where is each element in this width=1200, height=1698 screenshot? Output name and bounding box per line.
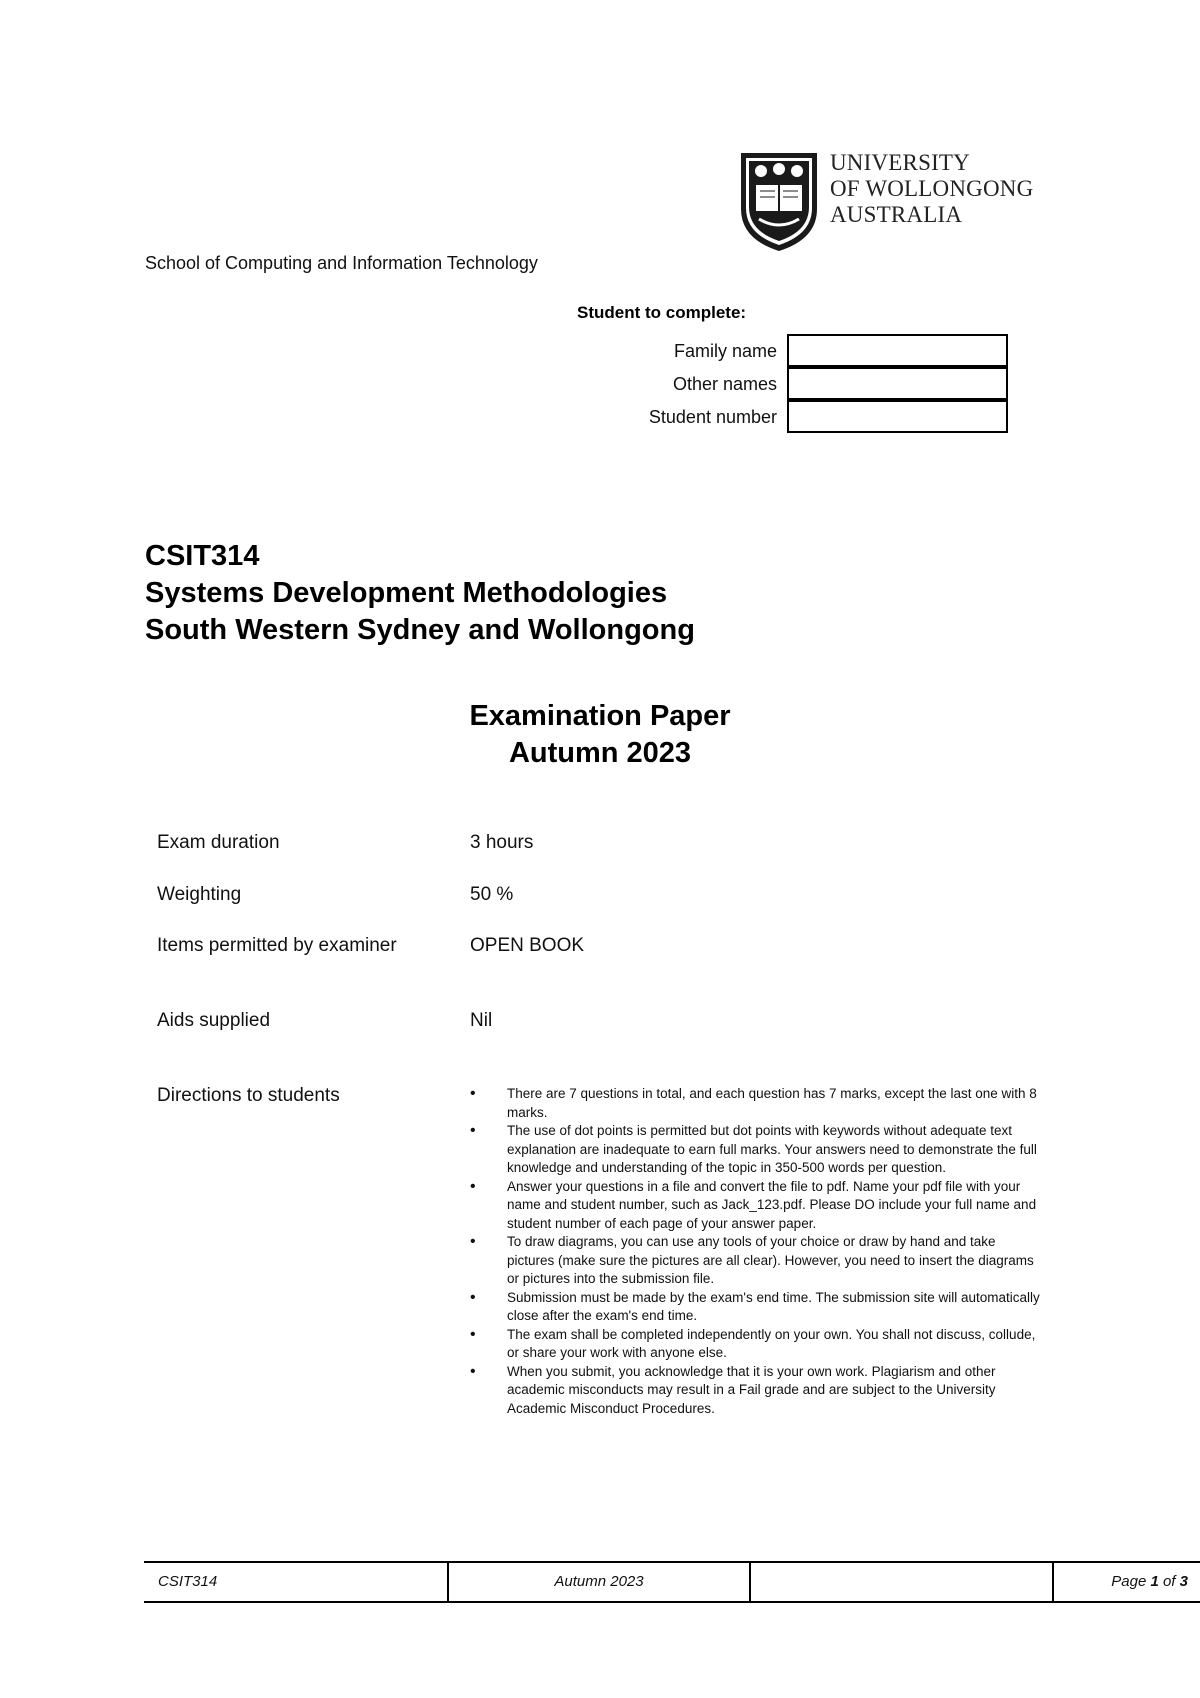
aids-supplied-label: Aids supplied — [157, 1010, 271, 1031]
direction-item: • Answer your questions in a file and convert the file to pdf. Name your pdf file with your name and student number, such as Jack_123.pdf. Please DO include your full name and student number of each page of your answer paper. — [470, 1178, 1045, 1234]
page-of: of — [1158, 1573, 1180, 1590]
footer-course-code: CSIT314 — [158, 1573, 218, 1590]
logo-line-1: UNIVERSITY — [830, 150, 970, 175]
page-footer — [144, 1561, 1200, 1603]
direction-item: • The use of dot points is permitted but dot points with keywords without adequate text explanation are inadequate to earn full marks. Your answers need to demonstrate the full knowledge and understanding of the topic in 350-500 words per question. — [470, 1122, 1045, 1178]
items-permitted-label: Items permitted by examiner — [157, 935, 397, 956]
exam-heading — [300, 698, 900, 772]
direction-item: • When you submit, you acknowledge that it is your own work. Plagiarism and other academic misconducts may result in a Fail grade and are subject to the University Academic Misconduct Procedures. — [470, 1363, 1045, 1419]
course-heading — [145, 538, 695, 649]
direction-item: • There are 7 questions in total, and each question has 7 marks, except the last one with 8 marks. — [470, 1085, 1045, 1122]
direction-item: • The exam shall be completed independently on your own. You shall not discuss, collude, or share your work with anyone else. — [470, 1326, 1045, 1363]
student-section-title: Student to complete: — [577, 303, 747, 322]
footer-session: Autumn 2023 — [554, 1573, 644, 1590]
course-code: CSIT314 — [145, 540, 260, 572]
exam-title: Examination Paper — [469, 700, 731, 732]
weighting-value: 50 % — [470, 884, 514, 905]
direction-item: • To draw diagrams, you can use any tools of your choice or draw by hand and take pictures (make sure the pictures are all clear). However, you need to insert the diagrams or pictures into the submission file. — [470, 1233, 1045, 1289]
other-names-label: Other names — [672, 374, 777, 394]
weighting-label: Weighting — [157, 884, 242, 905]
page-total: 3 — [1179, 1573, 1188, 1590]
course-locations: South Western Sydney and Wollongong — [145, 614, 695, 646]
other-names-field[interactable] — [787, 367, 1008, 400]
family-name-field[interactable] — [787, 334, 1008, 367]
logo-line-2: OF WOLLONGONG — [830, 176, 1034, 201]
footer-page-number — [751, 1563, 1188, 1601]
page-current: 1 — [1150, 1573, 1159, 1590]
student-number-label: Student number — [648, 407, 777, 427]
items-permitted-value: OPEN BOOK — [470, 935, 585, 956]
duration-value: 3 hours — [470, 832, 534, 853]
directions-list — [470, 1085, 1045, 1418]
exam-session: Autumn 2023 — [508, 737, 692, 769]
direction-item: • Submission must be made by the exam's end time. The submission site will automatically close after the exam's end time. — [470, 1289, 1045, 1326]
page-prefix: Page — [1111, 1573, 1151, 1590]
footer-divider — [1052, 1563, 1054, 1601]
duration-label: Exam duration — [157, 832, 280, 853]
school-name: School of Computing and Information Technology — [145, 253, 538, 273]
university-name-wordmark — [830, 150, 1033, 228]
logo-line-3: AUSTRALIA — [830, 202, 963, 227]
course-name: Systems Development Methodologies — [145, 577, 668, 609]
family-name-label: Family name — [673, 341, 777, 361]
student-number-field[interactable] — [787, 400, 1008, 433]
directions-label: Directions to students — [157, 1085, 340, 1106]
aids-supplied-value: Nil — [470, 1010, 493, 1031]
